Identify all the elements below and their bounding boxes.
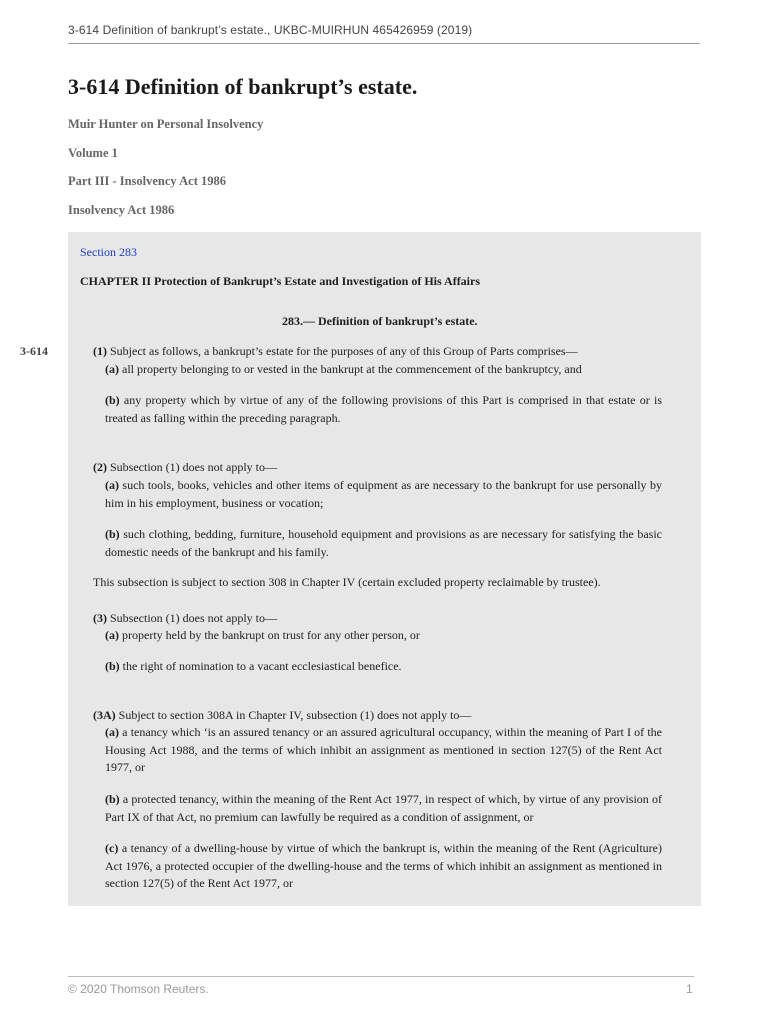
paragraph-label: (b)	[105, 792, 120, 806]
footer-copyright: © 2020 Thomson Reuters.	[68, 982, 209, 996]
section-link[interactable]: Section 283	[80, 245, 137, 259]
paragraph-label: (a)	[105, 478, 119, 492]
paragraph-text: property held by the bankrupt on trust for any other person, or	[119, 628, 420, 642]
paragraph-text: all property belonging to or vested in the bankrupt at the commencement of the bankruptcy, and	[119, 362, 582, 376]
subsection-text: Subsection (1) does not apply to—	[107, 611, 277, 625]
paragraph-3b	[105, 658, 662, 676]
footer-page-number: 1	[686, 982, 693, 996]
paragraph-2a	[105, 477, 662, 512]
subsection-3a	[93, 708, 471, 723]
paragraph-text: a protected tenancy, within the meaning of the Rent Act 1977, in respect of which, by virtue of any provision of Part IX of that Act, no premium can lawfully be required as a condition of assignment, or	[105, 792, 662, 824]
paragraph-2b	[105, 526, 662, 561]
paragraph-text: any property which by virtue of any of the following provisions of this Part is comprised in that estate or is treated as falling within the preceding paragraph.	[105, 393, 662, 425]
subsection-label: (3A)	[93, 708, 116, 722]
subsection-1	[93, 344, 578, 359]
work-title: Muir Hunter on Personal Insolvency	[68, 117, 264, 131]
header-divider	[68, 43, 700, 44]
subsection-text: Subsection (1) does not apply to—	[107, 460, 277, 474]
subsection-text: Subject as follows, a bankrupt’s estate for the purposes of any of this Group of Parts comprises—	[107, 344, 578, 358]
act-label: Insolvency Act 1986	[68, 203, 175, 217]
paragraph-label: (a)	[105, 725, 119, 739]
paragraph-1b	[105, 392, 662, 427]
paragraph-text: a tenancy of a dwelling-house by virtue of which the bankrupt is, within the meaning of the Rent (Agriculture) Act 1976, a protected occupier of the dwelling-house and the terms of which inhibit an assignment as mentioned in section 127(5) of the Rent Act 1977, or	[105, 841, 662, 890]
paragraph-text: the right of nomination to a vacant ecclesiastical benefice.	[119, 659, 402, 673]
paragraph-label: (b)	[105, 393, 120, 407]
subsection-text: Subject to section 308A in Chapter IV, subsection (1) does not apply to—	[115, 708, 472, 722]
section-heading: 283.— Definition of bankrupt’s estate.	[282, 314, 478, 328]
subsection-2-note: This subsection is subject to section 308 in Chapter IV (certain excluded property reclaimable by trustee).	[93, 575, 601, 589]
paragraph-text: such clothing, bedding, furniture, household equipment and provisions as are necessary for satisfying the basic domestic needs of the bankrupt and his family.	[105, 527, 662, 559]
running-header: 3-614 Definition of bankrupt’s estate., UKBC-MUIRHUN 465426959 (2019)	[68, 23, 473, 37]
footer-divider	[68, 976, 694, 977]
volume-label: Volume 1	[68, 146, 118, 160]
subsection-2	[93, 460, 277, 475]
page-title: 3-614 Definition of bankrupt’s estate.	[68, 74, 418, 99]
paragraph-3a-b	[105, 791, 662, 826]
chapter-heading: CHAPTER II Protection of Bankrupt’s Estate and Investigation of His Affairs	[80, 274, 481, 288]
paragraph-3a	[105, 627, 662, 645]
paragraph-text: a tenancy which ‘is an assured tenancy or an assured agricultural occupancy, within the meaning of Part I of the Housing Act 1988, and the terms of which inhibit an assignment as mentioned in section 127(5) of the Rent Act 1977, or	[105, 725, 662, 774]
subsection-label: (1)	[93, 344, 107, 358]
subsection-label: (2)	[93, 460, 107, 474]
part-label: Part III - Insolvency Act 1986	[68, 174, 226, 188]
paragraph-label: (c)	[105, 841, 119, 855]
paragraph-label: (a)	[105, 628, 119, 642]
subsection-label: (3)	[93, 611, 107, 625]
paragraph-3a-a	[105, 724, 662, 777]
margin-paragraph-number: 3-614	[20, 344, 48, 358]
paragraph-label: (b)	[105, 659, 120, 673]
paragraph-3a-c	[105, 840, 662, 893]
paragraph-label: (a)	[105, 362, 119, 376]
paragraph-label: (b)	[105, 527, 120, 541]
paragraph-1a	[105, 361, 662, 379]
subsection-3	[93, 611, 277, 626]
paragraph-text: such tools, books, vehicles and other items of equipment as are necessary to the bankrupt for use personally by him in his employment, business or vocation;	[105, 478, 662, 510]
